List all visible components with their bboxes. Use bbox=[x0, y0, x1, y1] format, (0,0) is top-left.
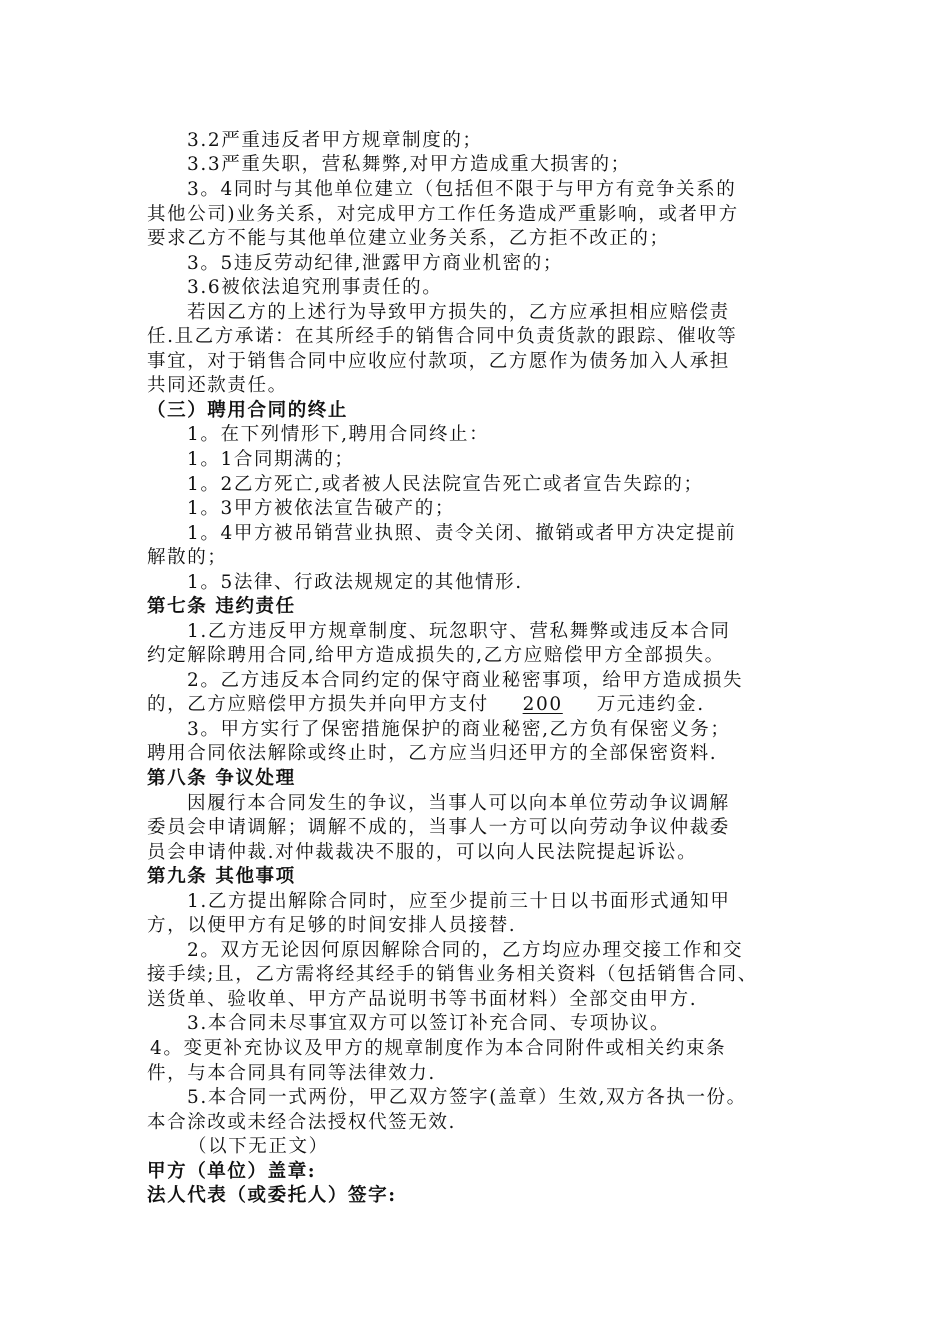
legal-rep-signature-label: 法人代表（或委托人）签字: bbox=[147, 1185, 397, 1206]
clause-3-4-line3: 要求乙方不能与其他单位建立业务关系，乙方拒不改正的； bbox=[147, 228, 670, 249]
article-9-item2-line2: 接手续;且，乙方需将经其经手的销售业务相关资料（包括销售合同、 bbox=[147, 964, 758, 985]
article-9-item3: 3.本合同未尽事宜双方可以签订补充合同、专项协议。 bbox=[187, 1013, 671, 1034]
clause-3-4-line2: 其他公司)业务关系，对完成甲方工作任务造成严重影响，或者甲方 bbox=[147, 204, 739, 225]
clause-3-3: 3.3严重失职，营私舞弊,对甲方造成重大损害的； bbox=[187, 154, 631, 175]
article-7-item1-line1: 1.乙方违反甲方规章制度、玩忽职守、营私舞弊或违反本合同 bbox=[187, 621, 731, 642]
article-9-item5-line1: 5.本合同一式两份，甲乙双方签字(盖章）生效,双方各执一份。 bbox=[187, 1087, 747, 1108]
article-9-item4-line1: 4。变更补充协议及甲方的规章制度作为本合同附件或相关约束条 bbox=[150, 1038, 727, 1059]
penalty-suffix: 万元违约金. bbox=[596, 694, 705, 715]
article-9-item2-line3: 送货单、验收单、甲方产品说明书等书面材料）全部交由甲方. bbox=[147, 989, 698, 1010]
article-8-heading: 第八条 争议处理 bbox=[147, 768, 296, 789]
termination-1-5: 1。5法律、行政法规规定的其他情形. bbox=[187, 572, 523, 593]
clause-3-5: 3。5违反劳动纪律,泄露甲方商业机密的； bbox=[187, 253, 563, 274]
article-8-para-line2: 委员会申请调解；调解不成的，当事人一方可以向劳动争议仲裁委 bbox=[147, 817, 730, 838]
termination-1-1: 1。1合同期满的； bbox=[187, 449, 355, 470]
penalty-amount: 200 bbox=[522, 694, 563, 715]
termination-1-3: 1。3甲方被依法宣告破产的； bbox=[187, 498, 455, 519]
article-7-item2-line1: 2。乙方违反本合同约定的保守商业秘密事项，给甲方造成损失 bbox=[187, 670, 744, 691]
article-9-item1-line2: 方，以便甲方有足够的时间安排人员接替. bbox=[147, 915, 517, 936]
clause-3-6: 3.6被依法追究刑事责任的。 bbox=[187, 277, 443, 298]
article-9-item5-line2: 本合涂改或未经合法授权代签无效. bbox=[147, 1112, 456, 1133]
penalty-text: 的，乙方应赔偿甲方损失并向甲方支付 bbox=[147, 694, 489, 715]
termination-1-4-line2: 解散的； bbox=[147, 547, 228, 568]
section-heading-termination: （三）聘用合同的终止 bbox=[147, 400, 349, 421]
article-8-para-line3: 员会申请仲裁.对仲裁裁决不服的，可以向人民法院提起诉讼。 bbox=[147, 842, 698, 863]
termination-intro: 1。在下列情形下,聘用合同终止： bbox=[187, 424, 490, 445]
article-7-item3-line2: 聘用合同依法解除或终止时，乙方应当归还甲方的全部保密资料. bbox=[147, 743, 718, 764]
party-a-seal-label: 甲方（单位）盖章: bbox=[147, 1161, 317, 1182]
article-9-heading: 第九条 其他事项 bbox=[147, 866, 296, 887]
compensation-para-line4: 共同还款责任。 bbox=[147, 375, 288, 396]
compensation-para-line3: 事宜，对于销售合同中应收应付款项，乙方愿作为债务加入人承担 bbox=[147, 351, 730, 372]
article-9-item1-line1: 1.乙方提出解除合同时，应至少提前三十日以书面形式通知甲 bbox=[187, 891, 731, 912]
compensation-para-line1: 若因乙方的上述行为导致甲方损失的，乙方应承担相应赔偿责 bbox=[187, 302, 730, 323]
article-7-item1-line2: 约定解除聘用合同,给甲方造成损失的,乙方应赔偿甲方全部损失。 bbox=[147, 645, 725, 666]
article-9-item4-line2: 件，与本合同具有同等法律效力. bbox=[147, 1063, 436, 1084]
article-8-para-line1: 因履行本合同发生的争议，当事人可以向本单位劳动争议调解 bbox=[187, 793, 730, 814]
compensation-para-line2: 任.且乙方承诺：在其所经手的销售合同中负责货款的跟踪、催收等 bbox=[147, 326, 738, 347]
no-further-text-note: （以下无正文） bbox=[188, 1136, 329, 1157]
termination-1-2: 1。2乙方死亡,或者被人民法院宣告死亡或者宣告失踪的； bbox=[187, 474, 704, 495]
clause-3-4-line1: 3。4同时与其他单位建立（包括但不限于与甲方有竞争关系的 bbox=[187, 179, 737, 200]
article-7-item2-line2 bbox=[147, 692, 705, 718]
article-7-heading: 第七条 违约责任 bbox=[147, 596, 296, 617]
article-9-item2-line1: 2。双方无论因何原因解除合同的，乙方均应办理交接工作和交 bbox=[187, 940, 744, 961]
clause-3-2: 3.2严重违反者甲方规章制度的； bbox=[187, 130, 483, 151]
article-7-item3-line1: 3。甲方实行了保密措施保护的商业秘密,乙方负有保密义务； bbox=[187, 719, 731, 740]
termination-1-4-line1: 1。4甲方被吊销营业执照、责令关闭、撤销或者甲方决定提前 bbox=[187, 523, 737, 544]
